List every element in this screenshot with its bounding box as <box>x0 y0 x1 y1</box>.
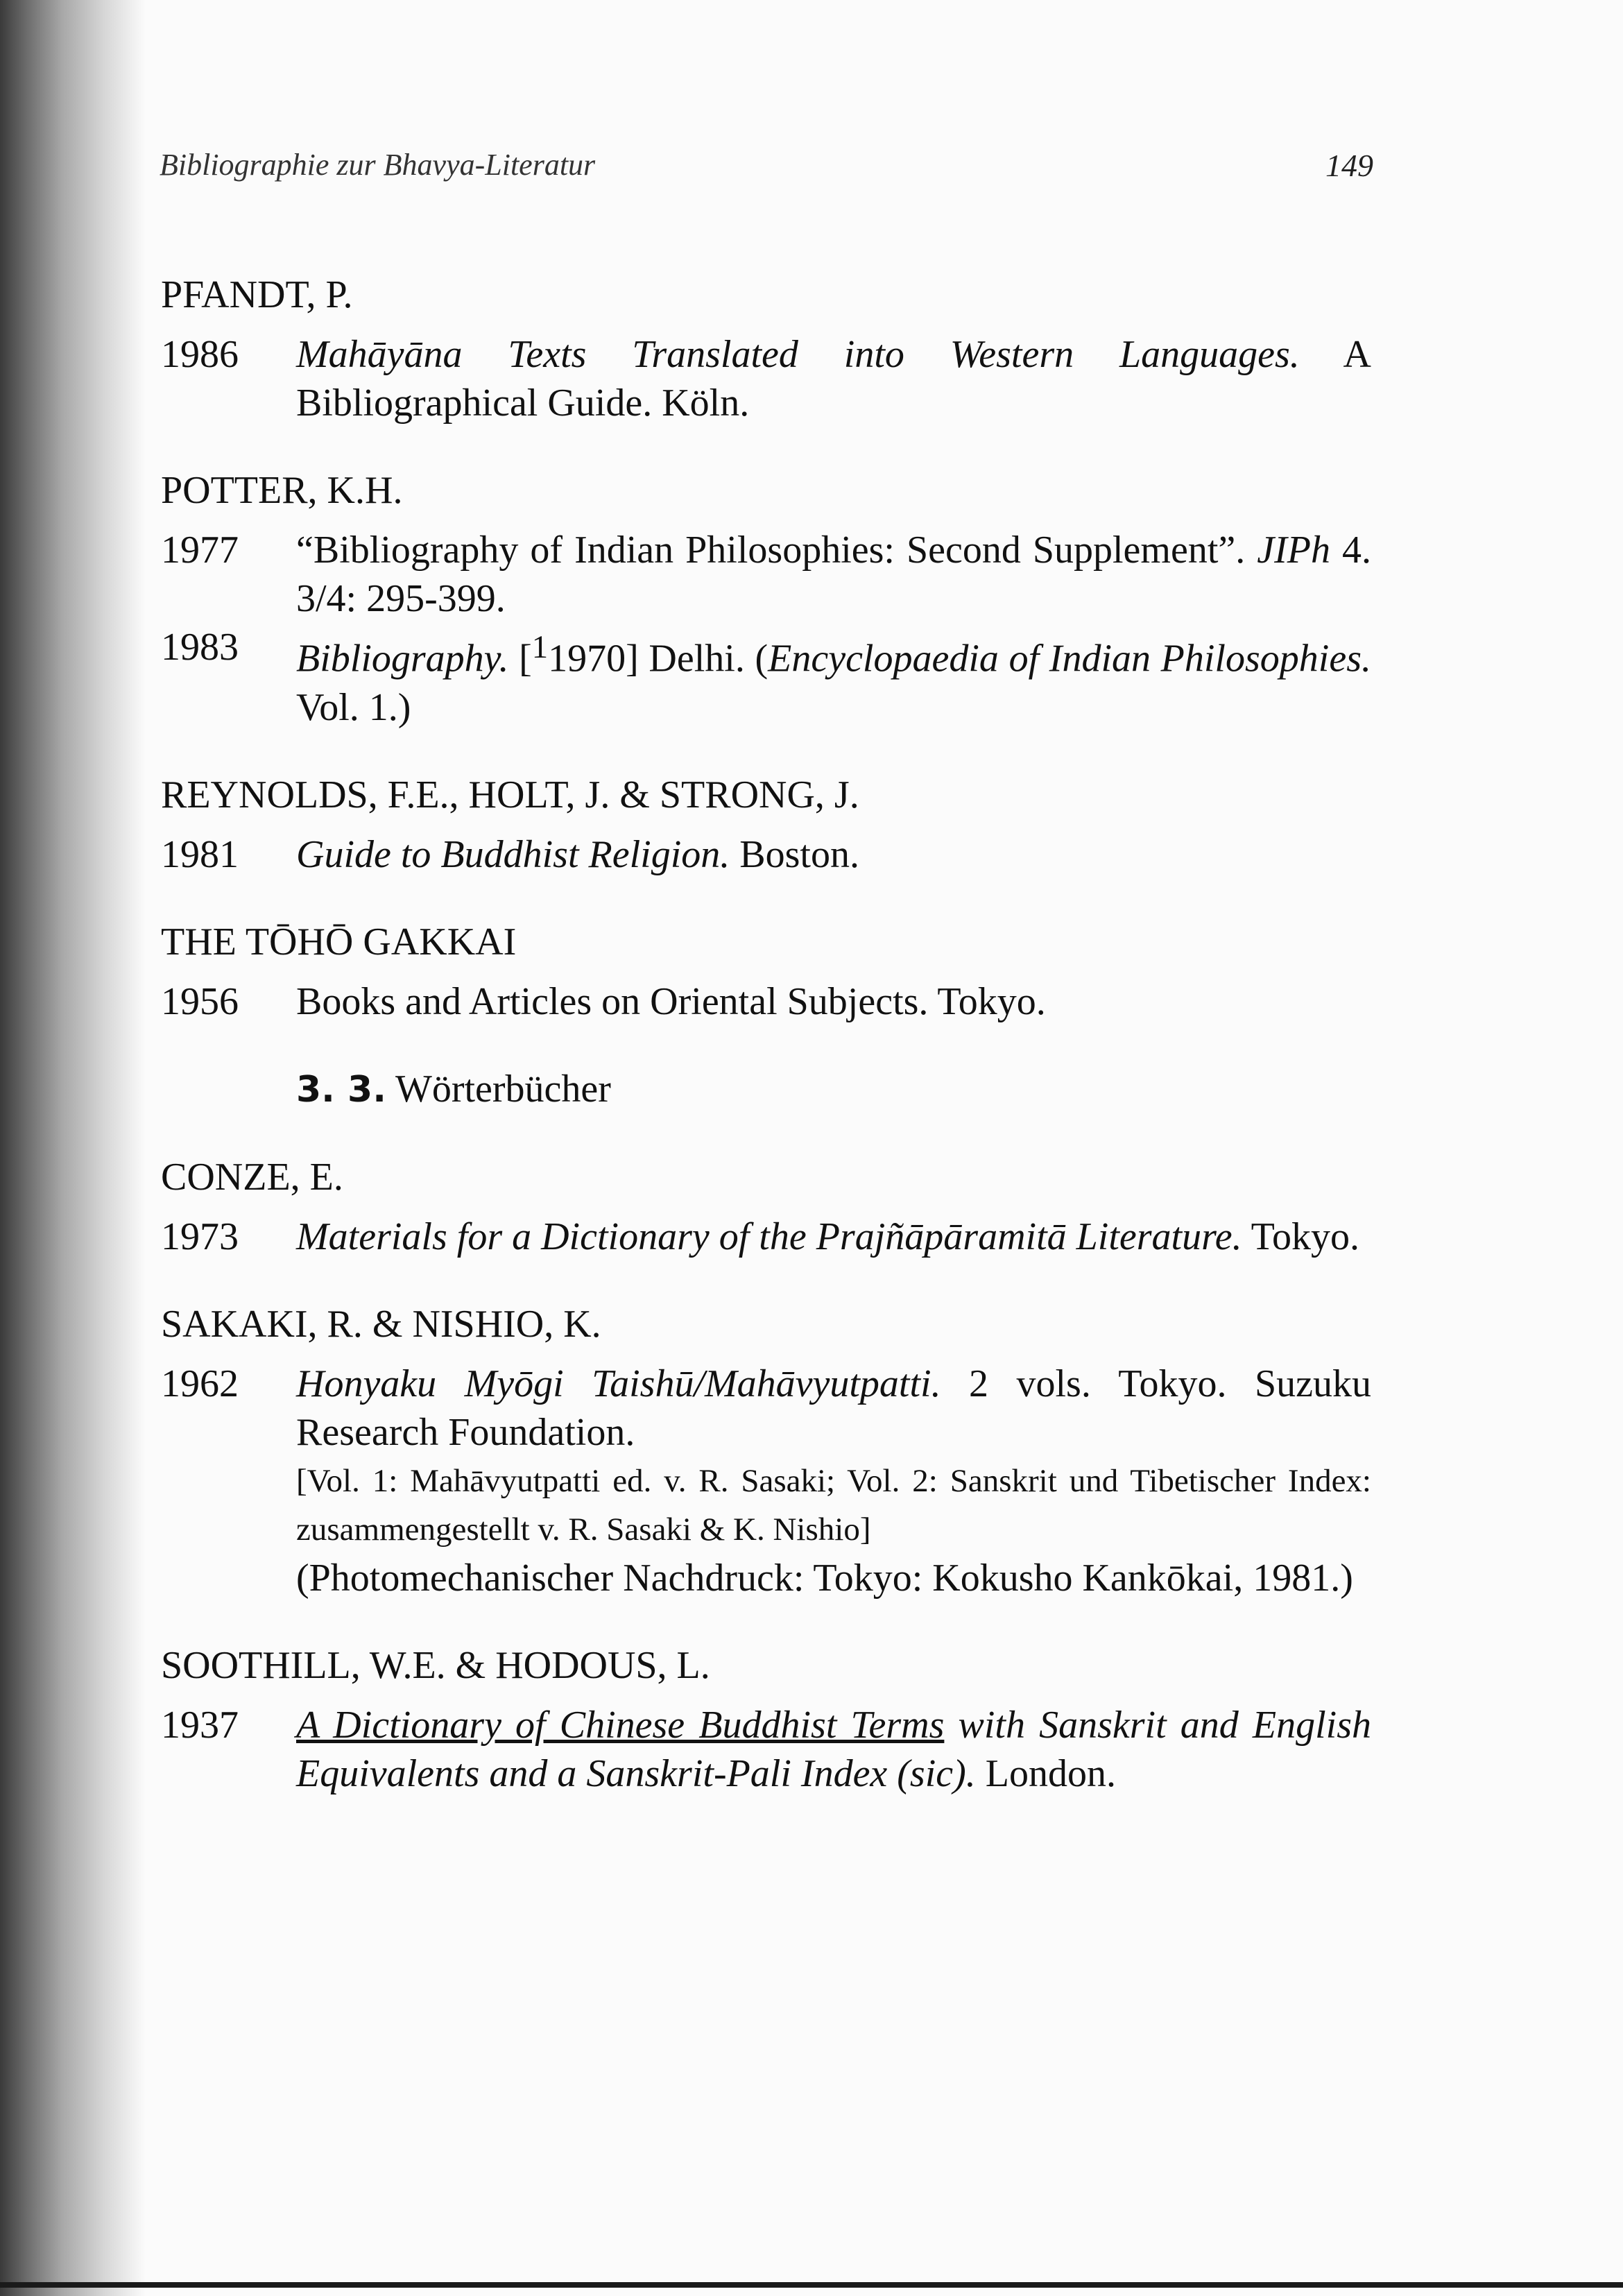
reference-details: London. <box>975 1751 1116 1795</box>
reference-details: A Bibliographical Guide. Köln. <box>296 333 1371 425</box>
reference-text <box>296 1213 1371 1261</box>
reference-title: Mahāyāna Texts Translated into Western Languages. <box>296 333 1300 376</box>
author-name: REYNOLDS, F.E., HOLT, J. & STRONG, J. <box>161 773 859 816</box>
reference-title: Bibliography. <box>296 637 509 680</box>
section-heading <box>296 1065 1371 1114</box>
reference-series: Encyclopaedia of Indian Philosophies. <box>768 637 1371 680</box>
section-number: 3. 3. <box>296 1068 386 1111</box>
section-title: Wörterbücher <box>395 1067 611 1111</box>
reference-year: 1956 <box>161 979 239 1023</box>
reference-title: Honyaku Myōgi Taishū/Mahāvyutpatti. <box>296 1362 941 1405</box>
reference-text: Books and Articles on Oriental Subjects. Tokyo. <box>296 979 1046 1023</box>
author-name: PFANDT, P. <box>161 273 353 316</box>
page-bottom-edge <box>0 2282 1623 2288</box>
reference-year: 1977 <box>161 529 239 572</box>
running-head-title: Bibliographie zur Bhavya-Literatur <box>160 148 596 182</box>
reference-article-title: “Bibliography of Indian Philosophies: Second Supplement”. <box>296 529 1257 572</box>
reference-year: 1981 <box>161 832 239 876</box>
entry-potter <box>161 466 1371 732</box>
reference-text <box>296 623 1371 732</box>
edition-superscript: 1 <box>531 629 549 665</box>
reference-details: 1970] Delhi. ( <box>548 637 768 680</box>
reference-volume: Vol. 1.) <box>296 685 411 729</box>
reference-year: 1986 <box>161 333 239 376</box>
reference-title: Materials for a Dictionary of the Prajñāpāramitā Literature. <box>296 1215 1242 1258</box>
author-name: SOOTHILL, W.E. & HODOUS, L. <box>161 1643 710 1687</box>
reference-title: Guide to Buddhist Religion. <box>296 832 730 876</box>
reference-reprint-note: (Photomechanischer Nachdruck: Tokyo: Kokusho Kankōkai, 1981.) <box>296 1556 1353 1600</box>
reference-item <box>161 526 1371 623</box>
bibliography-content <box>161 271 1371 1837</box>
reference-title-underlined: A Dictionary of Chinese Buddhist Terms <box>296 1703 945 1747</box>
reference-text <box>296 330 1371 427</box>
reference-item <box>161 1360 1371 1457</box>
reference-details: Tokyo. <box>1242 1215 1359 1258</box>
reference-year: 1983 <box>161 626 239 669</box>
reference-year: 1973 <box>161 1215 239 1258</box>
entry-pfandt <box>161 271 1371 427</box>
reference-year: 1962 <box>161 1362 239 1405</box>
reference-item <box>161 1213 1371 1261</box>
reference-item <box>161 1701 1371 1798</box>
reference-note: [Vol. 1: Mahāvyutpatti ed. v. R. Sasaki; Vol. 2: Sanskrit und Tibetischer Index: zusammengestellt v. R. Sasaki & K. Nishio] <box>296 1462 1371 1548</box>
entry-sakaki <box>161 1300 1371 1602</box>
reference-details: Boston. <box>730 832 859 876</box>
author-name: CONZE, E. <box>161 1155 343 1199</box>
entry-conze <box>161 1153 1371 1261</box>
reference-item <box>161 330 1371 427</box>
entry-soothill <box>161 1641 1371 1798</box>
reference-year: 1937 <box>161 1703 239 1747</box>
reference-title-rest: with Sanskrit and English Equivalents and a Sanskrit-Pali Index (sic). <box>296 1703 1371 1795</box>
reference-item <box>161 830 1371 879</box>
reference-item <box>161 623 1371 732</box>
reference-journal: JIPh <box>1257 529 1330 572</box>
reference-text <box>296 1360 1371 1457</box>
running-head <box>160 147 1373 189</box>
page-binding-shadow <box>0 0 146 2296</box>
reference-text <box>296 830 1371 879</box>
entry-reynolds <box>161 771 1371 879</box>
page-number: 149 <box>1325 148 1373 183</box>
author-name: POTTER, K.H. <box>161 469 403 512</box>
reference-details: 2 vols. Tokyo. Suzuku Research Foundation. <box>296 1362 1371 1454</box>
author-name: SAKAKI, R. & NISHIO, K. <box>161 1302 601 1346</box>
reference-item <box>161 977 1371 1026</box>
reference-text <box>296 1701 1371 1798</box>
reference-bracket: [ <box>508 637 532 680</box>
author-name: THE TŌHŌ GAKKAI <box>161 920 517 963</box>
entry-toho-gakkai <box>161 918 1371 1026</box>
reference-text <box>296 526 1371 623</box>
reference-details: 4. 3/4: 295-399. <box>296 529 1371 620</box>
